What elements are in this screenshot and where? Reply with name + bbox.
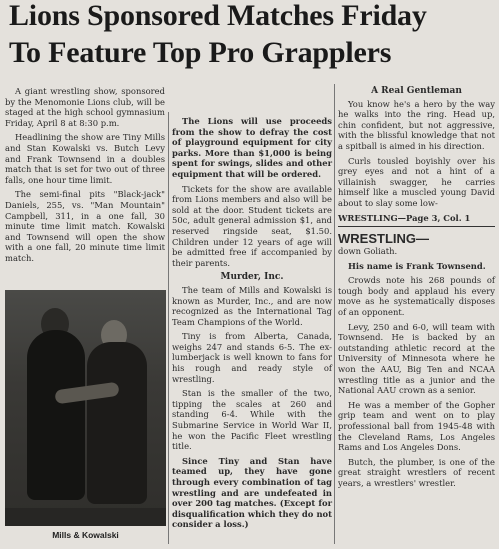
paragraph: You know he's a hero by the way he walks into the ring. Head up, chin confident, but not aggressive, with the blissful knowledge that not a spitball is aimed in his direction. [338, 98, 495, 151]
paragraph: His name is Frank Townsend. [348, 260, 486, 271]
paragraph: Crowds note his 268 pounds of tough body and applaud his every move as he systematically disposes of an opponent. [338, 275, 495, 317]
photo-figure-left [27, 330, 85, 500]
article-column-2 [172, 116, 332, 534]
column-rule-2 [334, 84, 335, 544]
headline-line-2: To Feature Top Pro Grapplers [9, 36, 392, 69]
paragraph: Stan is the smaller of the two, tipping the scales at 260 and standing 6-4. While with the Submarine Service in World War II, he won the Pacific Fleet wrestling title. [172, 388, 332, 452]
paragraph: A giant wrestling show, sponsored by the Menomonie Lions club, will be staged at the high school gymnasium Friday, April 8 at 8:30 p.m. [5, 86, 165, 128]
continuation-rule [338, 226, 495, 227]
paragraph: Headlining the show are Tiny Mills and Stan Kowalski vs. Butch Levy and Frank Townsend in a doubles match that is set for two out of three falls, one hour time limit. [5, 132, 165, 185]
headline-line-1: Lions Sponsored Matches Friday [9, 0, 427, 32]
wrestlers-photo [5, 290, 166, 526]
paragraph: He was a member of the Gopher grip team and went on to play professional ball from 1945-48 with the Cleveland Rams, Los Angeles Rams and Los Angeles Dons. [338, 399, 495, 453]
paragraph: Butch, the plumber, is one of the great straight wrestlers of recent years, a wrestlers' wrestler. [338, 456, 495, 488]
subhead: A Real Gentleman [371, 86, 462, 96]
article-column-1 [5, 86, 165, 268]
paragraph: The semi-final pits "Black-jack" Daniels, 255, vs. "Man Mountain" Campbell, 311, in a one fall, 30 minute time limit match. Kowalski and Townsend will open the show with a one fall, 20 minute time limit match. [5, 189, 165, 263]
paragraph: Tickets for the show are available from Lions members and also will be sold at the door. Student tickets are 50c, adult general admission $1, and reserved ringside seat, $1.50. Children under 12 years of age will be admitted free if accompanied by their parents. [172, 183, 332, 268]
jump-line: WRESTLING—Page 3, Col. 1 [338, 212, 471, 223]
article-continuation [338, 232, 495, 492]
article-column-3 [338, 84, 495, 227]
photo-floor [5, 508, 166, 526]
paragraph: Levy, 250 and 6-0, will team with Townsend. He is backed by an outstanding athletic record at the University of Minnesota where he won the AAU, Big Ten and NCAA wrestling title as a junior and the National AAU crown as a senior. [338, 321, 495, 396]
paragraph: Curls tousled boyishly over his grey eyes and not a hint of a villainish swagger, he carries himself like a muscled young David about to slay some low- [338, 155, 495, 208]
photo-caption: Mills & Kowalski [52, 530, 119, 540]
paragraph: Tiny is from Alberta, Canada, weighs 247 and stands 6-5. The ex-lumberjack is well known to fans for his rough and ready style of wrestling. [172, 331, 332, 384]
paragraph: The team of Mills and Kowalski is known as Murder, Inc., and are now recognized as the International Tag Team Champions of the World. [172, 284, 332, 327]
paragraph: down Goliath. [338, 246, 398, 256]
paragraph: Since Tiny and Stan have teamed up, they have gone through every combination of tag wrestling and are undefeated in over 200 tag matches. (Except for disqualification which they do not consider a loss.) [172, 455, 332, 530]
column-rule-1 [168, 112, 169, 544]
continuation-head: WRESTLING— [338, 231, 429, 246]
paragraph: The Lions will use proceeds from the show to defray the cost of playground equipment for city parks. More than $1,000 is being spent for swings, slides and other equipment that will be ordered. [172, 116, 332, 179]
subhead: Murder, Inc. [220, 272, 284, 283]
photo-figure-right [87, 342, 147, 504]
